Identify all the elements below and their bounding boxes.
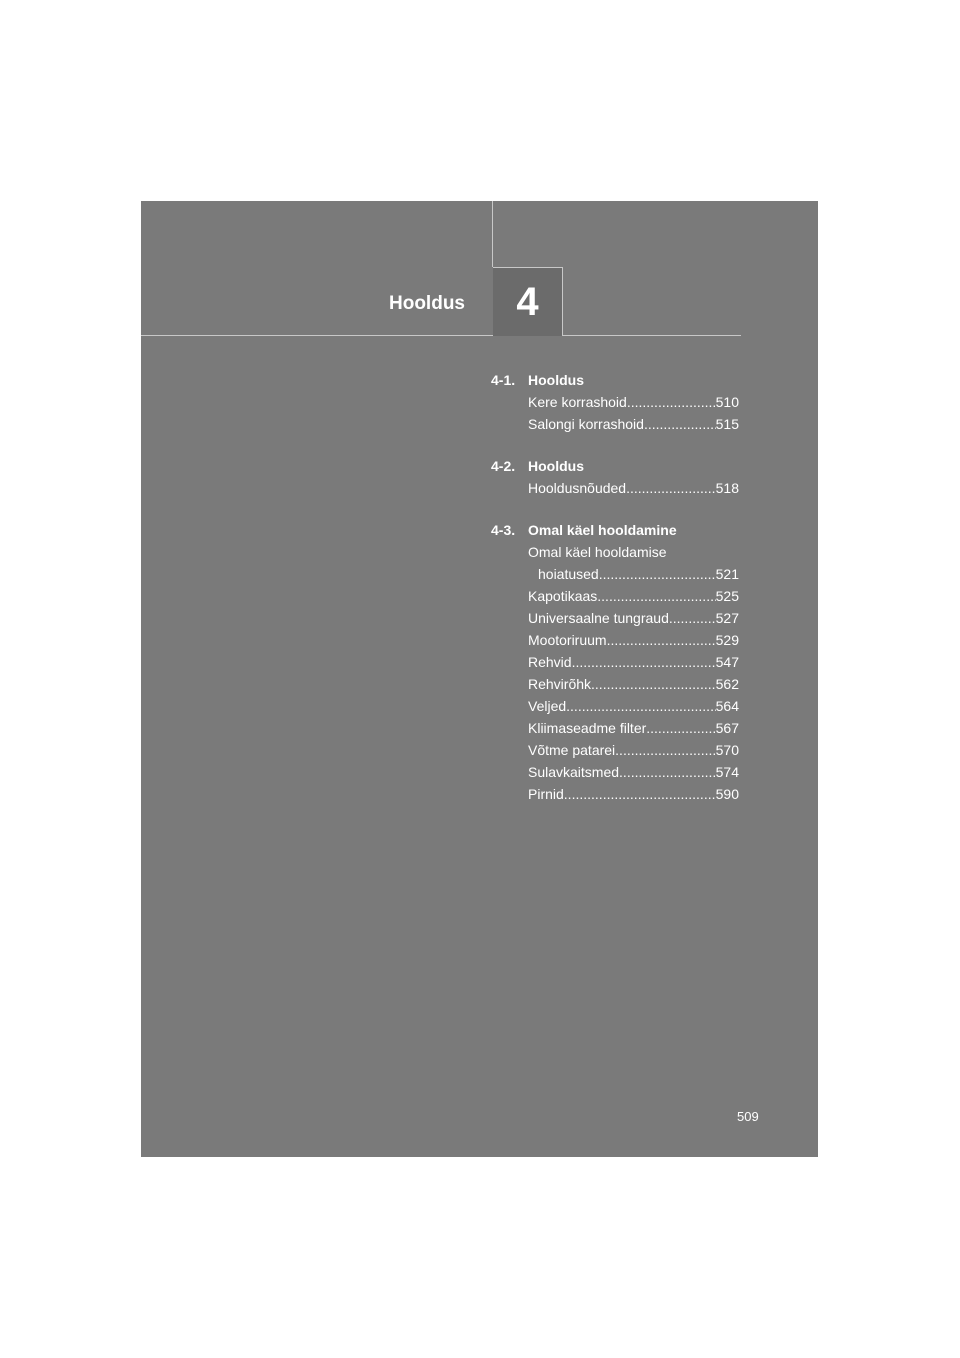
entry-page: 529 xyxy=(715,632,739,648)
entry-page: 515 xyxy=(715,416,739,432)
toc-entry[interactable] xyxy=(491,761,739,783)
entry-title: Kliimaseadme filter xyxy=(528,720,647,736)
toc-entry[interactable] xyxy=(491,695,739,717)
entry-title: Sulavkaitsmed xyxy=(528,764,620,780)
entry-page: 567 xyxy=(715,720,739,736)
entry-page: 510 xyxy=(715,394,739,410)
toc-entry[interactable] xyxy=(491,477,739,499)
section-number: 4-2. xyxy=(491,458,516,474)
entry-title: hoiatused xyxy=(538,566,599,582)
toc-entry[interactable] xyxy=(491,607,739,629)
leader-dots xyxy=(591,673,716,695)
toc-entry[interactable] xyxy=(491,391,739,413)
leader-dots xyxy=(627,391,716,413)
entry-page: 574 xyxy=(715,764,739,780)
entry-title: Kere korrashoid xyxy=(528,394,627,410)
chapter-number: 4 xyxy=(493,267,563,336)
toc-section xyxy=(491,369,739,435)
leader-dots xyxy=(619,761,716,783)
toc-entry[interactable] xyxy=(491,541,739,563)
entry-title: Hooldusnõuded xyxy=(528,480,627,496)
entry-page: 547 xyxy=(715,654,739,670)
toc-entry[interactable] xyxy=(491,629,739,651)
leader-dots xyxy=(669,607,716,629)
toc-entry[interactable] xyxy=(491,651,739,673)
entry-title: Mootoriruum xyxy=(528,632,607,648)
leader-dots xyxy=(597,585,715,607)
entry-page: 521 xyxy=(715,566,739,582)
leader-dots xyxy=(646,717,715,739)
entry-page: 562 xyxy=(715,676,739,692)
entry-page: 527 xyxy=(715,610,739,626)
leader-dots xyxy=(644,413,716,435)
table-of-contents xyxy=(491,369,739,825)
leader-dots xyxy=(607,629,716,651)
leader-dots xyxy=(626,477,716,499)
section-title: Omal käel hooldamine xyxy=(528,522,677,538)
entry-title: Võtme patarei xyxy=(528,742,616,758)
divider-horizontal xyxy=(141,335,741,336)
entry-page: 518 xyxy=(715,480,739,496)
toc-section xyxy=(491,455,739,499)
toc-entry[interactable] xyxy=(491,413,739,435)
leader-dots xyxy=(572,651,716,673)
toc-entry[interactable] xyxy=(491,739,739,761)
toc-section-heading[interactable] xyxy=(491,519,739,541)
entry-title: Rehvirõhk xyxy=(528,676,592,692)
page-number: 509 xyxy=(737,1109,759,1124)
entry-title: Pirnid xyxy=(528,786,564,802)
chapter-page xyxy=(141,201,818,1157)
toc-entry[interactable] xyxy=(491,673,739,695)
leader-dots xyxy=(599,563,716,585)
section-number: 4-1. xyxy=(491,372,516,388)
section-title: Hooldus xyxy=(528,458,584,474)
entry-page: 564 xyxy=(715,698,739,714)
entry-title: Salongi korrashoid xyxy=(528,416,644,432)
entry-title: Veljed xyxy=(528,698,567,714)
entry-page: 525 xyxy=(715,588,739,604)
toc-section-heading[interactable] xyxy=(491,369,739,391)
toc-section xyxy=(491,519,739,805)
toc-entry[interactable] xyxy=(491,783,739,805)
leader-dots xyxy=(564,783,716,805)
entry-title: Rehvid xyxy=(528,654,572,670)
section-title: Hooldus xyxy=(528,372,584,388)
toc-entry[interactable] xyxy=(491,585,739,607)
toc-entry[interactable] xyxy=(491,717,739,739)
leader-dots xyxy=(615,739,715,761)
entry-title: Omal käel hooldamise xyxy=(528,544,667,560)
section-number: 4-3. xyxy=(491,522,516,538)
divider-vertical xyxy=(492,201,493,267)
toc-entry-continuation[interactable] xyxy=(491,563,739,585)
leader-dots xyxy=(566,695,715,717)
toc-section-heading[interactable] xyxy=(491,455,739,477)
entry-title: Universaalne tungraud xyxy=(528,610,669,626)
entry-page: 590 xyxy=(715,786,739,802)
entry-title: Kapotikaas xyxy=(528,588,598,604)
chapter-title: Hooldus xyxy=(389,293,465,314)
entry-page: 570 xyxy=(715,742,739,758)
